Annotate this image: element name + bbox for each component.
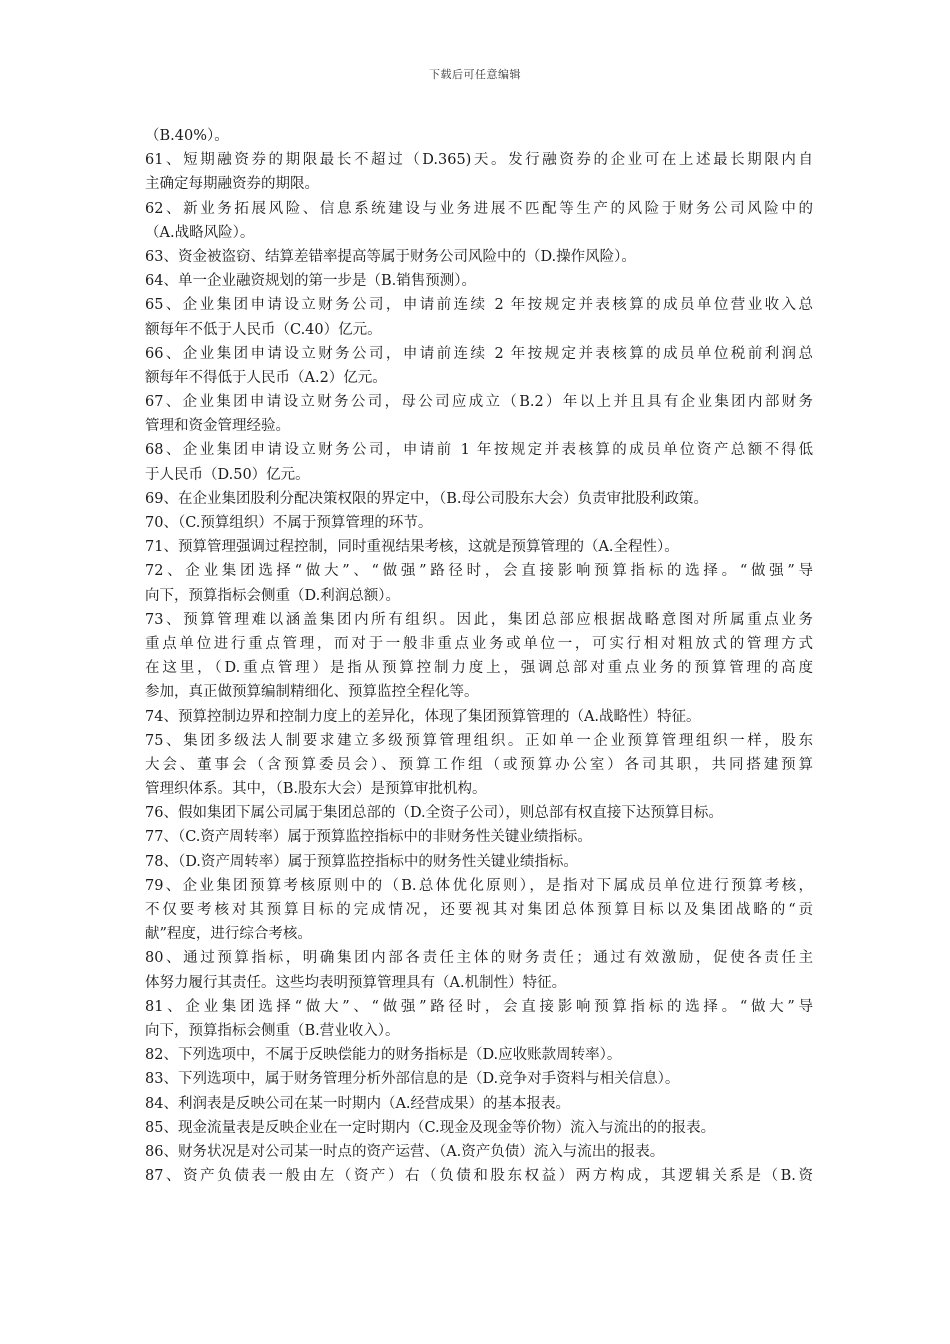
text-line: 额每年不低于人民币（C.40）亿元。: [145, 321, 382, 338]
text-line: 86、财务状况是对公司某一时点的资产运营、（A.资产负债）流入与流出的报表。: [145, 1143, 665, 1160]
text-line: 72、企业集团选择“做大”、“做强”路径时，会直接影响预算指标的选择。“做强”导: [145, 563, 813, 580]
text-line: 79、企业集团预算考核原则中的（B.总体优化原则），是指对下属成员单位进行预算考核，: [145, 877, 813, 894]
text-line: 主确定每期融资券的期限。: [145, 176, 319, 193]
text-line: 65、企业集团申请设立财务公司，申请前连续 2 年按规定并表核算的成员单位营业收入总: [145, 297, 813, 314]
text-line: 管理和资金管理经验。: [145, 418, 290, 435]
text-line: 76、假如集团下属公司属于集团总部的（D.全资子公司），则总部有权直接下达预算目标。: [145, 805, 723, 822]
text-line: 83、下列选项中，属于财务管理分析外部信息的是（D.竞争对手资料与相关信息）。: [145, 1071, 680, 1088]
text-line: 于人民币（D.50）亿元。: [145, 466, 310, 483]
text-line: 73、预算管理难以涵盖集团内所有组织。因此，集团总部应根据战略意图对所属重点业务: [145, 611, 813, 628]
text-line: 70、（C.预算组织）不属于预算管理的环节。: [145, 515, 433, 531]
text-line: 82、下列选项中，不属于反映偿能力的财务指标是（D.应收账款周转率）。: [145, 1047, 622, 1064]
text-line: 62、新业务拓展风险、信息系统建设与业务进展不匹配等生产的风险于财务公司风险中的: [145, 200, 813, 217]
text-line: 不仅要考核对其预算目标的完成情况，还要视其对集团总体预算目标以及集团战略的“贡: [145, 902, 813, 918]
text-line: 参加，真正做预算编制精细化、预算监控全程化等。: [145, 684, 479, 701]
text-line: 体努力履行其责任。这些均表明预算管理具有（A.机制性）特征。: [145, 974, 567, 991]
text-line: 84、利润表是反映公司在某一时期内（A.经营成果）的基本报表。: [145, 1095, 571, 1112]
text-line: 重点单位进行重点管理，而对于一般非重点业务或单位一，可实行相对粗放式的管理方式: [145, 635, 813, 652]
text-line: 在这里，（D.重点管理）是指从预算控制力度上，强调总部对重点业务的预算管理的高度: [145, 660, 813, 677]
text-line: 向下，预算指标会侧重（D.利润总额）。: [145, 587, 400, 604]
text-line: 64、单一企业融资规划的第一步是（B.销售预测）。: [145, 273, 476, 290]
text-line: 78、（D.资产周转率）属于预算监控指标中的财务性关键业绩指标。: [145, 853, 578, 870]
text-line: 67、企业集团申请设立财务公司，母公司应成立（B.2）年以上并且具有企业集团内部财务: [145, 394, 813, 411]
text-line: （B.40%）。: [145, 128, 229, 144]
text-line: 向下，预算指标会侧重（B.营业收入）。: [145, 1022, 400, 1039]
text-line: 大会、董事会（含预算委员会）、预算工作组（或预算办公室）各司其职，共同搭建预算: [145, 756, 813, 773]
text-line: 管理织体系。其中，（B.股东大会）是预算审批机构。: [145, 781, 487, 798]
text-line: 85、现金流量表是反映企业在一定时期内（C.现金及现金等价物）流入与流出的的报表。: [145, 1119, 716, 1136]
page-header: 下载后可任意编辑: [429, 68, 521, 81]
text-line: 80、通过预算指标，明确集团内部各责任主体的财务责任；通过有效激励，促使各责任主: [145, 950, 813, 967]
text-line: 75、集团多级法人制要求建立多级预算管理组织。正如单一企业预算管理组织一样，股东: [145, 732, 813, 749]
text-line: 63、资金被盗窃、结算差错率提高等属于财务公司风险中的（D.操作风险）。: [145, 248, 636, 265]
text-line: 献”程度，进行综合考核。: [145, 926, 312, 943]
text-line: 66、企业集团申请设立财务公司，申请前连续 2 年按规定并表核算的成员单位税前利润总: [145, 345, 813, 362]
text-line: 87、资产负债表一般由左（资产）右（负债和股东权益）两方构成，其逻辑关系是（B.资: [145, 1168, 813, 1185]
text-line: 81、企业集团选择“做大”、“做强”路径时，会直接影响预算指标的选择。“做大”导: [145, 998, 813, 1015]
text-line: 77、（C.资产周转率）属于预算监控指标中的非财务性关键业绩指标。: [145, 829, 592, 846]
text-line: 71、预算管理强调过程控制，同时重视结果考核，这就是预算管理的（A.全程性）。: [145, 539, 679, 556]
text-line: 61、短期融资券的期限最长不超过（D.365)天。发行融资券的企业可在上述最长期限内自: [145, 152, 813, 169]
document-body: [145, 124, 813, 1188]
text-line: 69、在企业集团股利分配决策权限的界定中，（B.母公司股东大会）负责审批股利政策。: [145, 490, 708, 507]
text-line: 68、企业集团申请设立财务公司，申请前 1 年按规定并表核算的成员单位资产总额不得低: [145, 442, 813, 459]
text-line: 额每年不得低于人民币（A.2）亿元。: [145, 369, 387, 386]
text-line: （A.战略风险）。: [145, 224, 255, 241]
text-line: 74、预算控制边界和控制力度上的差异化，体现了集团预算管理的（A.战略性）特征。: [145, 708, 701, 725]
